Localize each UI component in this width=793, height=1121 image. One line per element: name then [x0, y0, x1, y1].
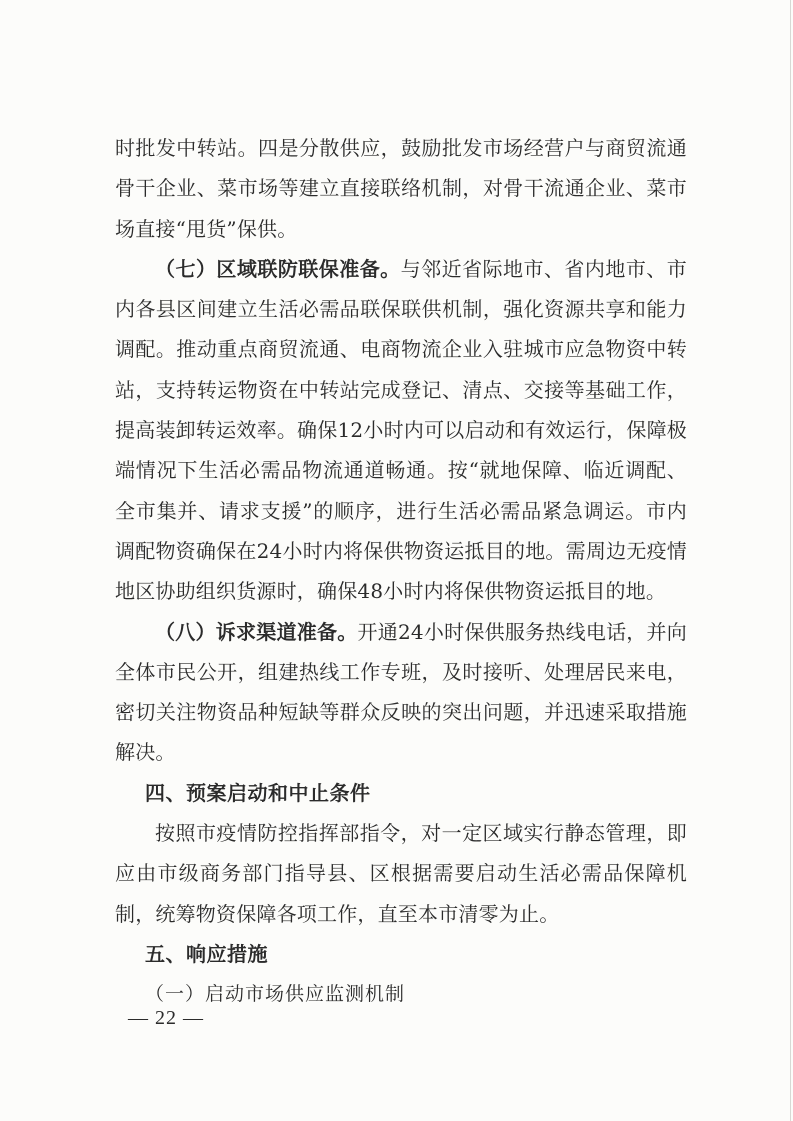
page-number: — 22 — — [128, 1007, 204, 1029]
subsection-heading-1: （一）启动市场供应监测机制 — [145, 983, 406, 1006]
paragraph-continuation: 时批发中转站。四是分散供应，鼓励批发市场经营户与商贸流通骨干企业、菜市场等建立直接联络机制，对骨干流通企业、菜市场直接“甩货”保供。 — [115, 136, 687, 241]
section-body-8: 开通24小时保供服务热线电话，并向全体市民公开，组建热线工作专班，及时接听、处理居民来电，密切关注物资品种短缺等群众反映的突出问题，并迅速采取措施解决。 — [115, 619, 688, 765]
section-lead-8: （八）诉求渠道准备。 — [155, 619, 358, 644]
document-body — [115, 128, 687, 1015]
section-body-7: 与邻近省际地市、省内地市、市内各县区间建立生活必需品联保联供机制，强化资源共享和能力调配。推动重点商贸流通、电商物流企业入驻城市应急物资中转站，支持转运物资在中转站完成登记、清点、交接等基础工作，提高装卸转运效率。确保12小时内可以启动和有效运行，保障极端情况下生活必需品物流通道畅通。按“就地保障、临近调配、全市集并、请求支援”的顺序，进行生活必需品紧急调运。市内调配物资确保在24小时内将保供物资运抵目的地。需周边无疫情地区协助组织货源时，确保48小时内将保供物资运抵目的地。 — [115, 256, 687, 604]
paragraph-activation: 按照市疫情防控指挥部指令，对一定区域实行静态管理，即应由市级商务部门指导县、区根据需要启动生活必需品保障机制，统筹物资保障各项工作，直至本市清零为止。 — [115, 821, 687, 926]
paragraph-hotline — [115, 612, 687, 773]
section-heading-4: 四、预案启动和中止条件 — [145, 780, 371, 805]
paragraph-regional-coordination — [115, 249, 687, 612]
section-heading-5: 五、响应措施 — [145, 941, 268, 966]
section-lead-7: （七）区域联防联保准备。 — [155, 256, 401, 281]
